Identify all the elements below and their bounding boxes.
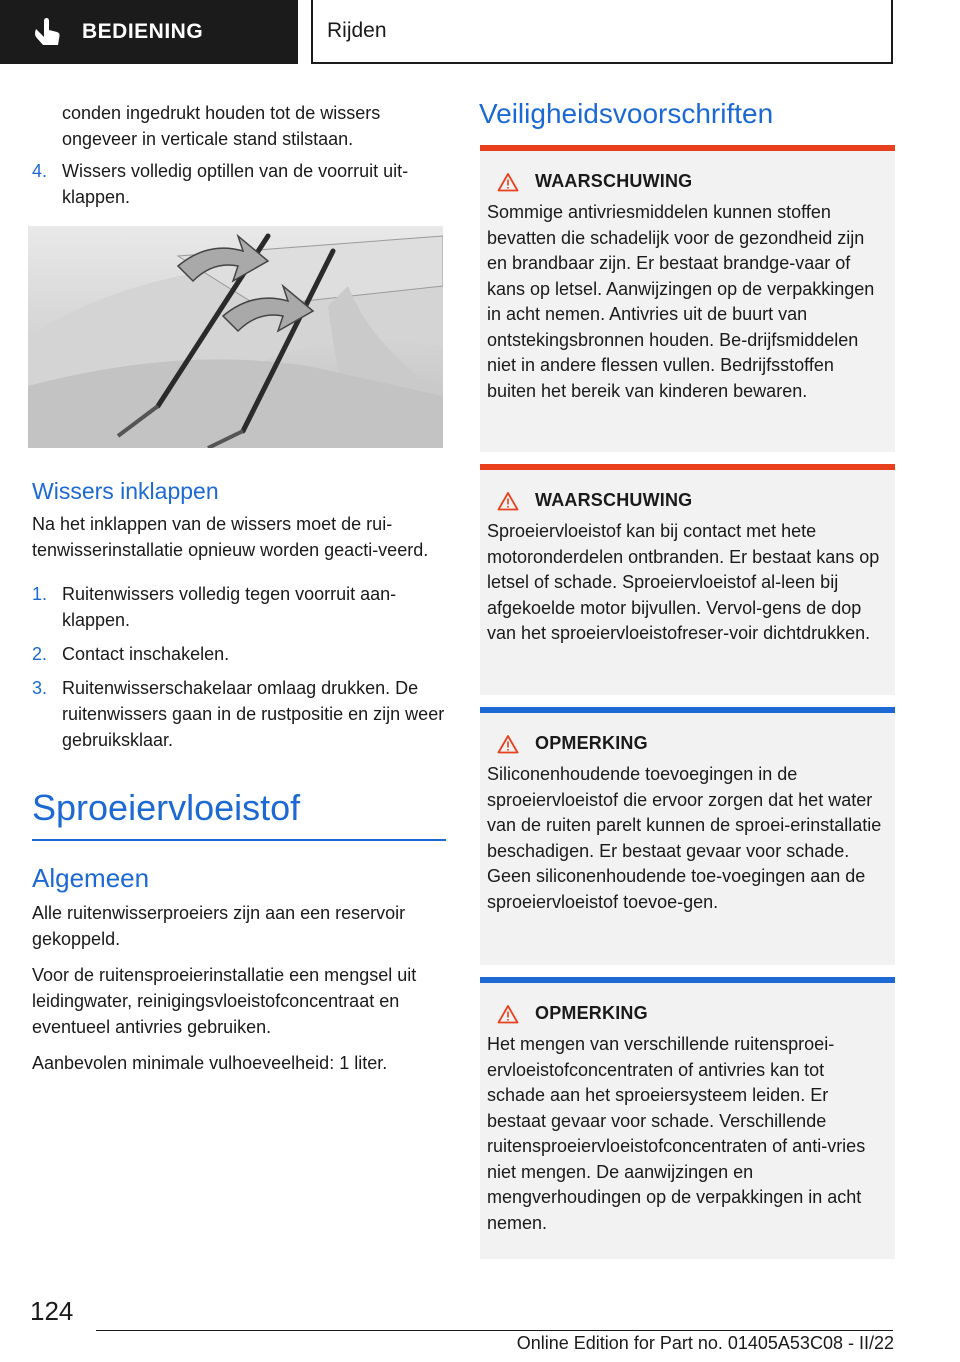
note-box-1 [480,707,895,965]
list-item [32,641,446,667]
box-text: Sproeiervloeistof kan bij contact met hete motoronderdelen ontbranden. Er bestaat kans op letsel of schade. Sproeiervloeistof al-leen bij afgekoelde motor bijvullen. Vervol-gens de dop van het sproeiervloeistofreser-voir dichtdrukken. [487,521,880,643]
note-box-2 [480,977,895,1259]
step-text: Contact inschakelen. [62,644,230,664]
box-title [497,490,887,511]
box-title [497,1003,887,1024]
section-tab [0,0,298,64]
warning-triangle-icon [497,491,519,511]
box-label: WAARSCHUWING [535,490,693,510]
chapter-label: Rijden [327,19,387,42]
warning-box-2 [480,464,895,695]
step-number: 4. [32,161,48,181]
algemeen-heading: Algemeen [32,863,150,893]
box-label: OPMERKING [535,733,648,753]
note-triangle-icon [497,734,519,754]
list-item [32,581,446,633]
box-label: OPMERKING [535,1003,648,1023]
footer-rule [96,1330,893,1331]
list-item [32,158,446,210]
wissers-inklappen-heading: Wissers inklappen [32,478,219,504]
box-text: Sommige antivriesmiddelen kunnen stoffen bevatten die schadelijk voor de gezondheid zijn en brandbaar zijn. Er bestaat brandge-vaar of kans op letsel. Aanwijzingen op de verpakkingen in acht nemen. Antivries uit de buurt van ontstekingsbronnen houden. Be-drijfsmiddelen niet in andere flessen vullen. Bedrijfsstoffen buiten het bereik van kinderen bewaren. [487,202,875,401]
chapter-box [311,0,893,64]
box-accent-bar [480,707,895,713]
box-accent-bar [480,145,895,151]
wiper-illustration [28,226,443,448]
paragraph: Aanbevolen minimale vulhoeveelheid: 1 liter. [32,1053,388,1073]
left-column-top [32,100,446,218]
step-text: Ruitenwisserschakelaar omlaag drukken. De ruitenwissers gaan in de rustpositie en zijn weer gebruiksklaar. [62,678,445,750]
heading-rule [32,839,446,841]
box-text: Siliconenhoudende toevoegingen in de sproeiervloeistof die ervoor zorgen dat het water van de ruiten parelt kunnen de sproei-erinstallatie beschadigen. Er bestaat gevaar voor schade. Geen siliconenhoudende toe-voegingen aan de sproeiervloeistof toevoe-gen. [487,764,882,912]
paragraph: Voor de ruitensproeierinstallatie een mengsel uit leidingwater, reinigingsvloeistofconcentraat en eventueel antivries gebruiken. [32,965,417,1037]
edition-text: Online Edition for Part no. 01405A53C08 - II/22 [516,1333,894,1353]
step-number: 1. [32,584,48,604]
step-text: Ruitenwissers volledig tegen voorruit aan-klappen. [62,584,397,630]
right-column [481,98,895,130]
step-number: 3. [32,678,48,698]
note-triangle-icon [497,1004,519,1024]
box-accent-bar [480,464,895,470]
section-label: BEDIENING [82,20,204,43]
left-column-bottom [32,478,446,1076]
list-item [32,675,446,753]
box-title [497,733,887,754]
step-text: Wissers volledig optillen van de voorruit uit-klappen. [62,161,409,207]
veiligheidsvoorschriften-heading: Veiligheidsvoorschriften [479,98,774,129]
hand-pointer-icon [30,15,64,49]
warning-triangle-icon [497,172,519,192]
warning-box-1 [480,145,895,452]
inklappen-body: Na het inklappen van de wissers moet de rui-tenwisserinstallatie opnieuw worden geacti-veerd. [32,514,429,560]
box-text: Het mengen van verschillende ruitensproei-ervloeistofconcentraten of antivries kan tot schade aan het sproeiersysteem leiden. Er bestaat gevaar voor schade. Verschillende ruitensproeiervloeistofconcentraten of anti-vries niet mengen. De aanwijzingen en mengverhoudingen op de verpakkingen in acht nemen. [487,1034,866,1233]
intro-continuation: conden ingedrukt houden tot de wissers ongeveer in verticale stand stilstaan. [62,103,381,149]
inklappen-steps [32,581,446,753]
step-number: 2. [32,644,48,664]
paragraph: Alle ruitenwisserproeiers zijn aan een reservoir gekoppeld. [32,903,406,949]
box-label: WAARSCHUWING [535,171,693,191]
page-number: 124 [30,1296,74,1326]
box-accent-bar [480,977,895,983]
box-title [497,171,887,192]
sproeiervloeistof-heading: Sproeiervloeistof [32,787,301,828]
